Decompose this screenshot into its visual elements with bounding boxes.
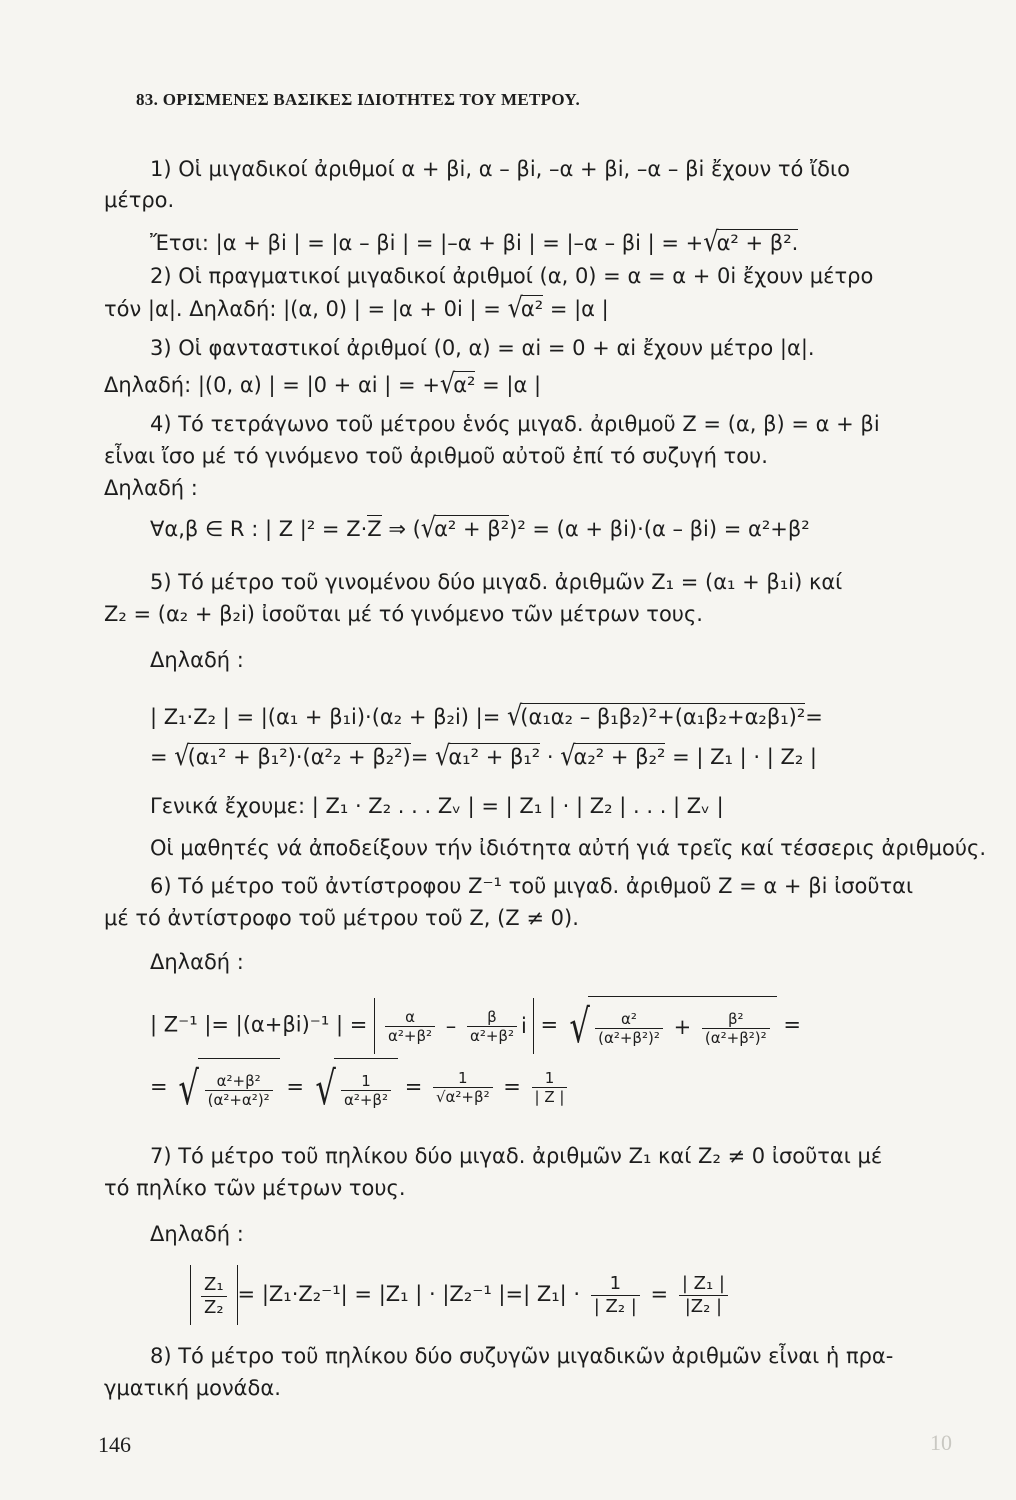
radicand: α²: [520, 297, 544, 321]
eq-text: =: [410, 745, 436, 769]
fraction: [205, 1072, 273, 1109]
fraction: [679, 1273, 728, 1318]
numerator: α²+β²: [216, 1071, 261, 1090]
eq-text: =: [150, 745, 175, 769]
numerator: α²: [621, 1009, 637, 1028]
radicand: α² + β².: [716, 231, 799, 255]
property-7-label: Δηλαδή :: [150, 1222, 244, 1246]
eq-text: )² = (α + βi)·(α – βi) = α²+β²: [509, 517, 810, 541]
radicand: (α₁α₂ – β₁β₂)²+(α₁β₂+α₂β₁)²: [520, 705, 806, 729]
property-5-line-1: 5) Τό μέτρο τοῦ γινομένου δύο μιγαδ. ἀριθμῶν Z₁ = (α₁ + β₁i) καί: [150, 570, 843, 594]
radicand: (α₁² + β₁²)·(α²₂ + β₂²): [187, 745, 411, 769]
fraction: [532, 1069, 568, 1106]
property-6-line-2: μέ τό ἀντίστροφο τοῦ μέτρου τοῦ Z, (Z ≠ 0).: [104, 906, 579, 930]
show-through-text: 10: [930, 1430, 952, 1455]
denominator: α²+β²: [385, 1026, 435, 1045]
property-1-line-1: 1) Οἱ μιγαδικοί ἀριθμοί α + βi, α – βi, –α + βi, –α – βi ἔχουν τό ἴδιο: [150, 157, 850, 181]
numerator: 1: [361, 1071, 371, 1090]
fraction: [385, 1008, 435, 1045]
numerator: α: [405, 1008, 415, 1026]
denominator: | Z₂ |: [591, 1295, 640, 1318]
property-3-line-1: 3) Οἱ φανταστικοί ἀριθμοί (0, α) = αi = 0 + αi ἔχουν μέτρο |α|.: [150, 336, 815, 360]
eq-text: = |α |: [543, 297, 609, 321]
property-8-line-2: γματική μονάδα.: [104, 1376, 281, 1400]
fraction: [341, 1072, 391, 1109]
eq-text: –: [445, 1013, 457, 1038]
eq-text: =: [398, 1074, 429, 1099]
numerator: β²: [727, 1009, 744, 1028]
denominator: | Z |: [532, 1087, 568, 1106]
big-radical: [565, 996, 777, 1055]
numerator: Z₁: [204, 1273, 224, 1295]
sqrt-icon: √: [174, 739, 190, 773]
radicand: [198, 1058, 280, 1117]
sqrt-icon: √: [507, 291, 523, 325]
sqrt-icon: √: [560, 739, 576, 773]
denominator: α²+β²: [341, 1090, 391, 1109]
property-6-equation-2: [150, 1058, 571, 1117]
denominator: Z₂: [201, 1296, 227, 1319]
numerator: | Z₁ |: [681, 1272, 725, 1294]
property-6-label: Δηλαδή :: [150, 950, 244, 974]
radicand: α² + β²: [434, 517, 510, 541]
fraction: [591, 1273, 640, 1318]
abs-bracket: [374, 998, 534, 1054]
eq-text: = | Z₁ | · | Z₂ |: [665, 745, 818, 769]
sqrt-icon: √: [435, 739, 451, 773]
property-7-line-1: 7) Τό μέτρο τοῦ πηλίκου δύο μιγαδ. ἀριθμῶν Z₁ καί Z₂ ≠ 0 ἰσοῦται μέ: [150, 1144, 883, 1168]
denominator: √α²+β²: [433, 1087, 493, 1106]
property-7-line-2: τό πηλίκο τῶν μέτρων τους.: [104, 1176, 406, 1200]
sqrt-icon: √: [178, 1060, 200, 1115]
fraction: [433, 1069, 493, 1106]
eq-text: =: [783, 1012, 801, 1037]
property-2-line-1: 2) Οἱ πραγματικοί μιγαδικοί ἀριθμοί (α, 0) = α = α + 0i ἔχουν μέτρο: [150, 264, 874, 288]
property-5-equation-2: [150, 739, 818, 773]
abs-bracket: [190, 1265, 238, 1325]
property-1-equation: [150, 225, 799, 259]
property-4-line-2: εἶναι ἴσο μέ τό γινόμενο τοῦ ἀριθμοῦ αὐτοῦ ἐπί τό συζυγή του.: [104, 444, 768, 468]
radicand: α₂² + β₂²: [573, 745, 666, 769]
eq-text: | Z₁·Z₂ | = |(α₁ + β₁i)·(α₂ + β₂i) |=: [150, 705, 507, 729]
property-4-label: Δηλαδή :: [104, 476, 198, 500]
big-radical: [311, 1058, 398, 1117]
eq-text: τόν |α|. Δηλαδή: |(α, 0) | = |α + 0i | =: [104, 297, 508, 321]
sqrt-icon: √: [315, 1060, 336, 1115]
conjugate-z: Z: [367, 517, 382, 541]
radicand: α₁² + β₁²: [448, 745, 541, 769]
property-6-equation-1: [150, 996, 801, 1055]
eq-text: ⇒ (: [381, 517, 421, 541]
sqrt-icon: √: [703, 225, 719, 259]
denominator: |Z₂ |: [679, 1295, 728, 1318]
property-3-line-2: [104, 367, 542, 401]
fraction: [595, 1010, 663, 1047]
sqrt-icon: √: [439, 367, 456, 401]
eq-text: | Z⁻¹ |= |(α+βi)⁻¹ | =: [150, 1012, 374, 1037]
property-5-general: Γενικά ἔχουμε: | Z₁ · Z₂ . . . Zᵥ | = | Z₁ | · | Z₂ | . . . | Zᵥ |: [150, 794, 724, 818]
eq-text: ∀α,β ∈ R : | Z |² = Z·: [150, 517, 368, 541]
numerator: 1: [458, 1069, 468, 1087]
property-4-line-1: 4) Τό τετράγωνο τοῦ μέτρου ἑνός μιγαδ. ἀριθμοῦ Z = (α, β) = α + βi: [150, 412, 880, 436]
eq-text: Ἔτσι: |α + βi | = |α – βi | = |–α + βi | = |–α – βi | = +: [150, 231, 704, 255]
eq-text: =: [150, 1074, 175, 1099]
property-8-line-1: 8) Τό μέτρο τοῦ πηλίκου δύο συζυγῶν μιγαδικῶν ἀριθμῶν εἶναι ἡ πρα-: [150, 1344, 894, 1368]
sqrt-icon: √: [569, 998, 590, 1053]
sqrt-icon: √: [420, 511, 437, 545]
eq-text: =: [533, 1012, 565, 1037]
numerator: 1: [609, 1272, 622, 1294]
eq-text: =: [279, 1074, 311, 1099]
fraction: [702, 1010, 770, 1047]
eq-text: i: [521, 1013, 527, 1038]
eq-text: = |Z₁·Z₂⁻¹| = |Z₁ | · |Z₂⁻¹ |=| Z₁| ·: [237, 1282, 587, 1306]
eq-text: Δηλαδή: |(0, α) | = |0 + αi | = +: [104, 373, 440, 397]
property-5-equation-1: [150, 699, 823, 733]
radicand: [588, 996, 777, 1055]
denominator: α²+β²: [467, 1026, 517, 1045]
sqrt-icon: √: [507, 699, 523, 733]
property-5-line-2: Z₂ = (α₂ + β₂i) ἰσοῦται μέ τό γινόμενο τῶν μέτρων τους.: [104, 602, 703, 626]
eq-text: ·: [540, 745, 561, 769]
page-number: 146: [98, 1432, 131, 1457]
property-6-line-1: 6) Τό μέτρο τοῦ ἀντίστροφου Z⁻¹ τοῦ μιγαδ. ἀριθμοῦ Z = α + βi ἰσοῦται: [150, 874, 914, 898]
numerator: β: [487, 1008, 497, 1026]
big-radical: [174, 1058, 279, 1117]
radicand: [334, 1058, 398, 1117]
fraction: [201, 1274, 227, 1319]
property-5-label: Δηλαδή :: [150, 648, 244, 672]
eq-text: = |α |: [475, 373, 542, 397]
eq-text: +: [673, 1015, 692, 1039]
property-7-equation: [190, 1264, 732, 1325]
denominator: (α²+α²)²: [205, 1090, 273, 1109]
section-heading: 83. ΟΡΙΣΜΕΝΕΣ ΒΑΣΙΚΕΣ ΙΔΙΟΤΗΤΕΣ ΤΟΥ ΜΕΤΡΟΥ.: [136, 90, 581, 109]
property-4-equation: [150, 511, 810, 545]
eq-text: =: [805, 705, 823, 729]
eq-text: =: [496, 1074, 528, 1099]
fraction: [467, 1008, 517, 1045]
property-2-line-2: [104, 291, 609, 325]
eq-text: =: [643, 1282, 675, 1306]
radicand: α²: [453, 373, 476, 397]
denominator: (α²+β²)²: [702, 1028, 770, 1047]
numerator: 1: [544, 1069, 555, 1087]
property-5-exercise: Οἱ μαθητές νά ἀποδείξουν τήν ἰδιότητα αὐτή γιά τρεῖς καί τέσσερις ἀριθμούς.: [150, 836, 987, 860]
property-1-line-2: μέτρο.: [104, 188, 175, 212]
denominator: (α²+β²)²: [595, 1028, 663, 1047]
